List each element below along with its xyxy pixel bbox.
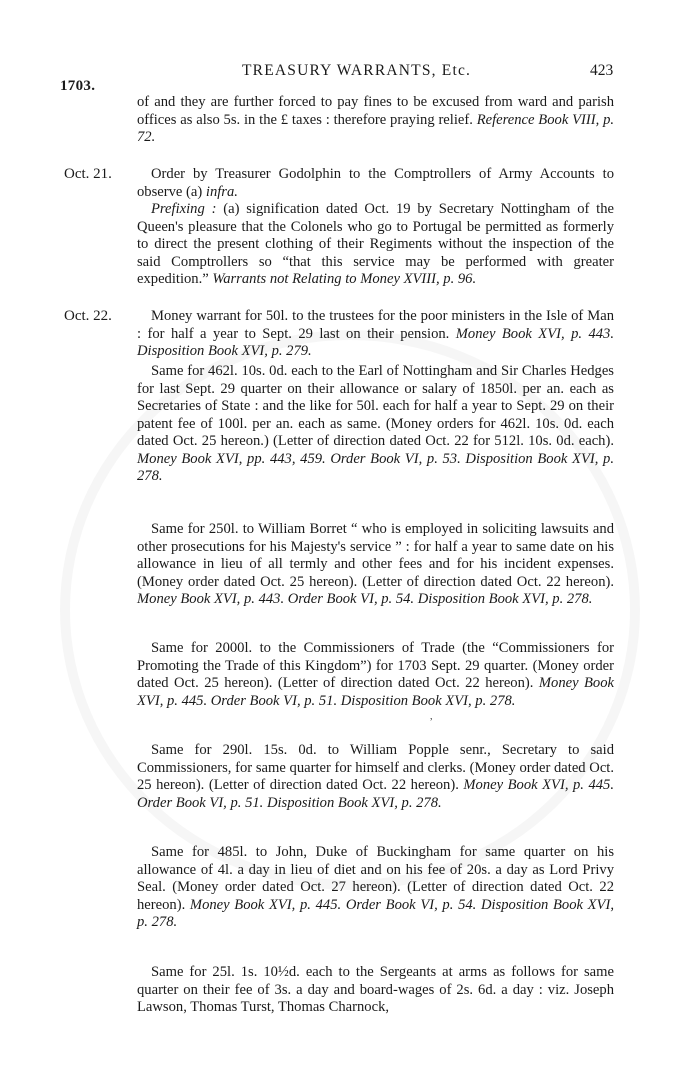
entry-date: Oct. 21.	[64, 166, 112, 182]
stray-print-mark: ,	[430, 711, 433, 722]
source-reference: Money Book XVI, p. 445. Order Book VI, p. 54. Disposition Book XVI, p. 278.	[137, 896, 614, 930]
running-head: TREASURY WARRANTS, Etc.	[242, 62, 472, 79]
page-number: 423	[590, 62, 614, 79]
entry-date: Oct. 22.	[64, 308, 112, 324]
source-reference: Reference Book VIII, p. 72.	[137, 111, 615, 145]
entry-paragraph: Same for 250l. to William Borret “ who is employed in soliciting lawsuits and other prosecutions for his Majesty's service ” : for half a year to same date on his allowance in lieu of all termly and other fees and for his incident expenses. (Money order dated Oct. 25 hereon). (Letter of direction dated Oct. 22 hereon). Money Book XVI, p. 443. Order Book VI, p. 54. Disposition Book XVI, p. 278.	[137, 521, 614, 607]
source-reference: Money Book XVI, pp. 443, 459. Order Book VI, p. 53. Disposition Book XVI, p. 278.	[137, 450, 614, 484]
entry-paragraph: of and they are further forced to pay fines to be excused from ward and parish offices as also 5s. in the £ taxes : therefore praying relief. Reference Book VIII, p. 72.	[137, 94, 615, 145]
source-reference: infra.	[205, 183, 238, 200]
prefixing-label: Prefixing :	[151, 201, 217, 217]
entry-paragraph: Order by Treasurer Godolphin to the Comptrollers of Army Accounts to observe (a) infra.	[137, 166, 614, 200]
entry-paragraph: Money warrant for 50l. to the trustees for the poor ministers in the Isle of Man : for half a year to Sept. 29 last on their pension. Money Book XVI, p. 443. Disposition Book XVI, p. 279.	[137, 308, 614, 359]
source-reference: Warrants not Relating to Money XVIII, p. 96.	[212, 271, 477, 287]
entry-paragraph: Same for 290l. 15s. 0d. to William Popple senr., Secretary to said Commissioners, for same quarter for himself and clerks. (Money order dated Oct. 25 hereon). (Letter of direction dated Oct. 22 hereon). Money Book XVI, p. 445. Order Book VI, p. 51. Disposition Book XVI, p. 278.	[137, 742, 615, 811]
entry-paragraph: Same for 25l. 1s. 10½d. each to the Sergeants at arms as follows for same quarter on their fee of 3s. a day and board-wages of 2s. 6d. a day : viz. Joseph Lawson, Thomas Turst, Thomas Charnock,	[137, 964, 614, 1015]
entry-paragraph: Same for 485l. to John, Duke of Buckingham for same quarter on his allowance of 4l. a day in lieu of diet and on his fee of 20s. a day as Lord Privy Seal. (Money order dated Oct. 27 hereon). (Letter of direction dated Oct. 22 hereon). Money Book XVI, p. 445. Order Book VI, p. 54. Disposition Book XVI, p. 278.	[137, 844, 614, 930]
entry-paragraph: Same for 2000l. to the Commissioners of Trade (the “Commissioners for Promoting the Trade of this Kingdom”) for 1703 Sept. 29 quarter. (Money order dated Oct. 25 hereon). (Letter of direction dated Oct. 22 hereon). Money Book XVI, p. 445. Order Book VI, p. 51. Disposition Book XVI, p. 278.	[137, 640, 614, 709]
entry-paragraph: Same for 462l. 10s. 0d. each to the Earl of Nottingham and Sir Charles Hedges for last Sept. 29 quarter on their allowance or salary of 1850l. per an. each as Secretaries of State : and the like for 50l. each for half a year to Sept. 29 on their patent fee of 100l. per an. each as same. (Money orders for 462l. 10s. 0d. each dated Oct. 25 hereon.) (Letter of direction dated Oct. 22 for 512l. 10s. 0d. each). Money Book XVI, pp. 443, 459. Order Book VI, p. 53. Disposition Book XVI, p. 278.	[137, 363, 614, 484]
source-reference: Money Book XVI, p. 445. Order Book VI, p. 51. Disposition Book XVI, p. 278.	[137, 777, 615, 811]
source-reference: Money Book XVI, p. 443. Order Book VI, p. 54. Disposition Book XVI, p. 278.	[137, 591, 593, 607]
source-reference: Money Book XVI, p. 443. Disposition Book XVI, p. 279.	[137, 325, 614, 359]
source-reference: Money Book XVI, p. 445. Order Book VI, p. 51. Disposition Book XVI, p. 278.	[137, 675, 614, 709]
margin-year: 1703.	[60, 78, 96, 94]
entry-paragraph: Prefixing : (a) signification dated Oct. 19 by Secretary Nottingham of the Queen's pleasure that the Colonels who go to Portugal be permitted as formerly to direct the present clothing of their Regiments without the inspection of the said Comptrollers so “that this service may be performed with greater expedition.” Warrants not Relating to Money XVIII, p. 96.	[137, 201, 614, 287]
